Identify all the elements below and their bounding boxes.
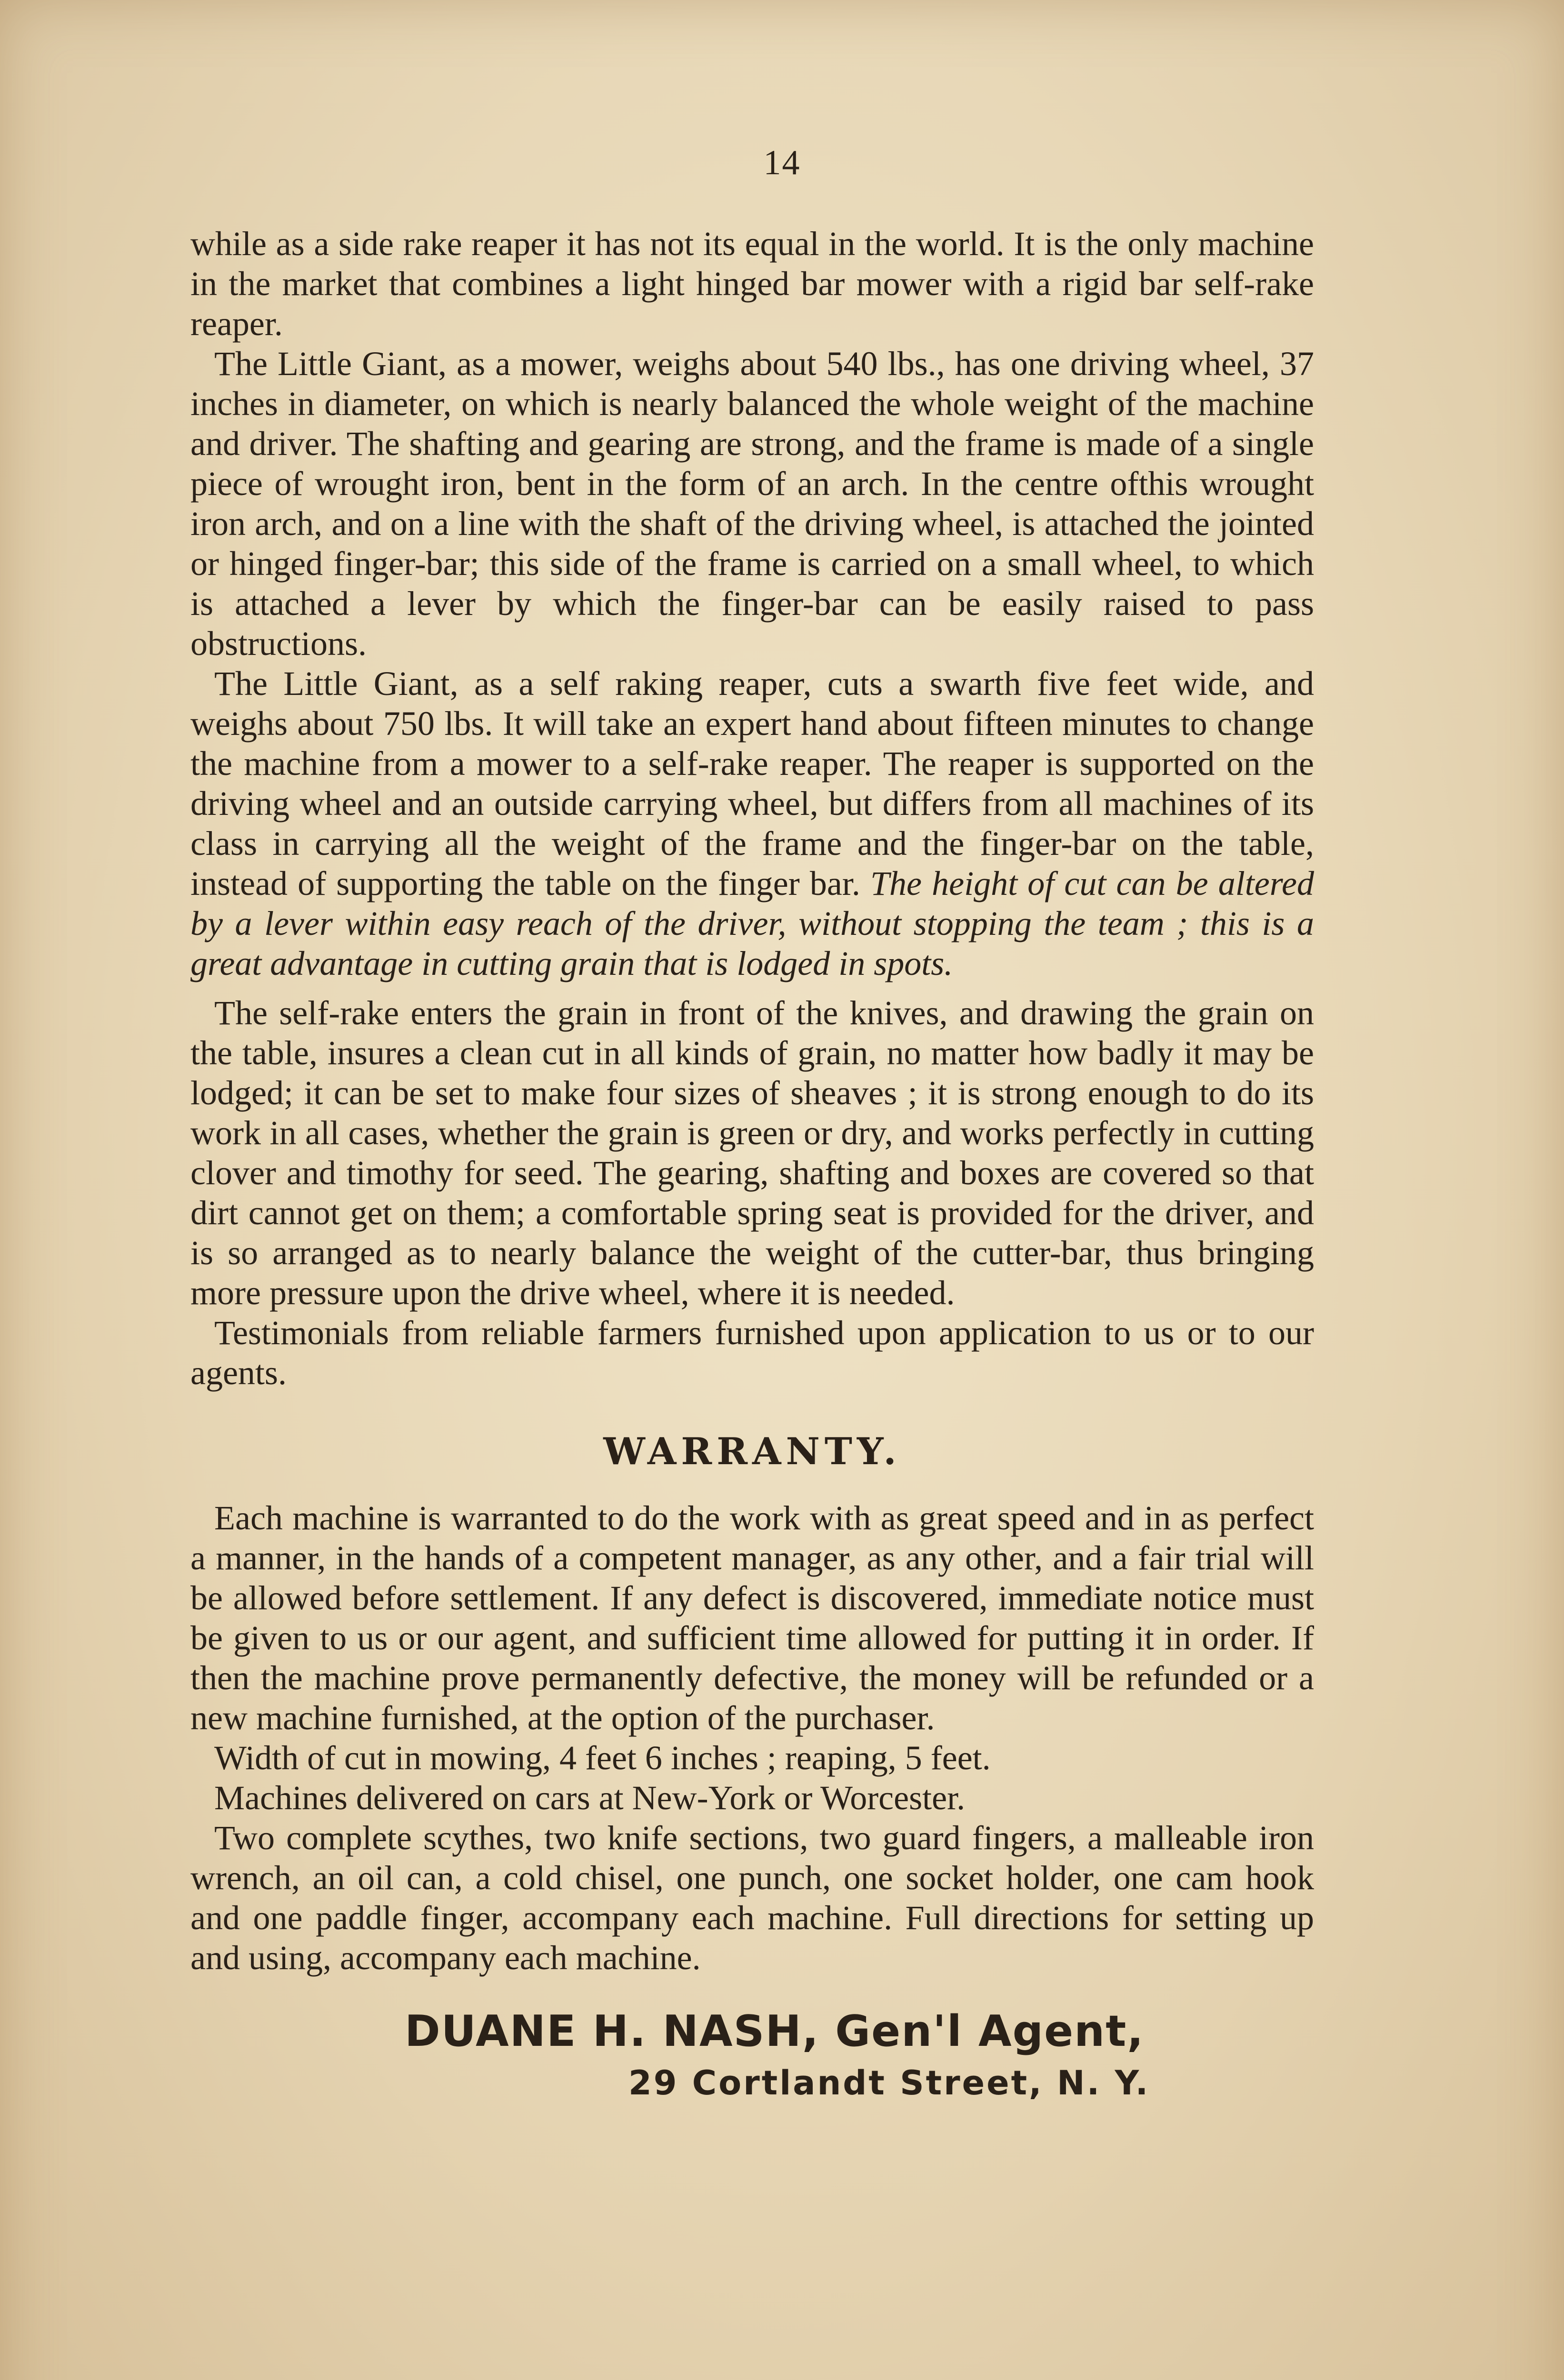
agent-address: 29 Cortlandt Street, N. Y. xyxy=(628,2063,1150,2102)
warranty-heading: WARRANTY. xyxy=(603,1430,901,1473)
paragraph-mower: The Little Giant, as a mower, weighs about 540 lbs., has one driving wheel, 37 inches in diameter, on which is nearly balanced the whole weight of the machine and driver. The shafting and gearing are strong, and the frame is made of a single piece of wrought iron, bent in the form of an arch. In the centre ofthis wrought iron arch, and on a line with the shaft of the driving wheel, is attached the jointed or hinged finger-bar; this side of the frame is carried on a small wheel, to which is attached a lever by which the finger-bar can be easily raised to pass obstructions. xyxy=(190,345,1314,663)
paragraph-reaper-text: The Little Giant, as a self raking reaper, cuts a swarth five feet wide, and weighs about 750 lbs. It will take an expert hand about fifteen minutes to change the machine from a mower to a self-rake reaper. The reaper is supported on the driving wheel and an outside carrying wheel, but differs from all machines of its class in carrying all the weight of the frame and the finger-bar on the table, instead of supporting the table on the finger bar. xyxy=(190,664,1314,902)
paragraph-reaper xyxy=(190,664,1314,983)
paragraph-continued: while as a side rake reaper it has not its equal in the world. It is the only machine in the market that combines a light hinged bar mower with a rigid bar self-rake reaper. xyxy=(190,225,1314,343)
paragraph-warranty: Each machine is warranted to do the work with as great speed and in as perfect a manner, in the hands of a competent manager, as any other, and a fair trial will be allowed before settlement. If any defect is discovered, immediate notice must be given to us or our agent, and sufficient time allowed for putting it in order. If then the machine prove permanently defective, the money will be refunded or a new machine furnished, at the option of the purchaser. xyxy=(190,1499,1314,1737)
paragraph-reaper-italic: The height of cut can be altered by a lever within easy reach of the driver, without stopping the team ; this is a great advantage in cutting grain that is lodged in spots. xyxy=(190,864,1315,982)
paragraph-testimonials: Testimonials from reliable farmers furnished upon application to us or to our agents. xyxy=(190,1314,1314,1392)
text-column xyxy=(190,224,1314,1978)
agent-name: DUANE H. NASH, Gen'l Agent, xyxy=(405,2006,1145,2056)
page-number: 14 xyxy=(763,143,801,182)
paragraph-width-of-cut: Width of cut in mowing, 4 feet 6 inches ; reaping, 5 feet. xyxy=(214,1739,991,1777)
paragraph-self-rake: The self-rake enters the grain in front of the knives, and drawing the grain on the table, insures a clean cut in all kinds of grain, no matter how badly it may be lodged; it can be set to make four sizes of sheaves ; it is strong enough to do its work in all cases, whether the grain is green or dry, and works perfectly in cutting clover and timothy for seed. The gearing, shafting and boxes are covered so that dirt cannot get on them; a comfortable spring seat is provided for the driver, and is so arranged as to nearly balance the weight of the cutter-bar, thus bringing more pressure upon the drive wheel, where it is needed. xyxy=(190,994,1314,1312)
paragraph-accessories: Two complete scythes, two knife sections, two guard fingers, a malleable iron wrench, an oil can, a cold chisel, one punch, one socket holder, one cam hook and one paddle finger, accompany each machine. Full directions for setting up and using, accompany each machine. xyxy=(190,1819,1314,1977)
paragraph-delivery: Machines delivered on cars at New-York or Worcester. xyxy=(214,1779,966,1817)
